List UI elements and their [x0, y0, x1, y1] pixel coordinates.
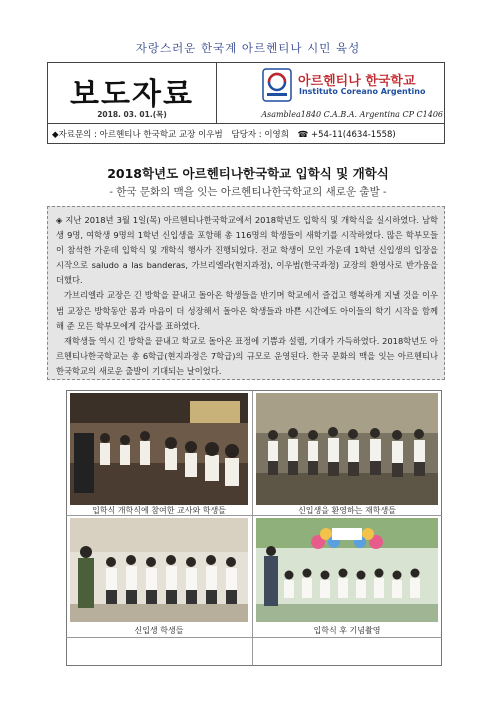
photo-caption: 입학식 후 기념촬영: [313, 626, 381, 635]
contact-person: 담당자 : 이영희: [231, 130, 289, 140]
school-logo-icon: [262, 68, 292, 102]
photo-group-commemorative: [256, 518, 438, 622]
article-subheadline: - 한국 문화의 맥을 잇는 아르헨티나한국학교의 새로운 출발 -: [109, 186, 387, 198]
photo-ceremony-hall: [70, 393, 248, 505]
photo-students-welcome: [256, 393, 438, 505]
school-address: Asamblea1840 C.A.B.A. Argentina CP C1406: [261, 110, 443, 119]
page-title: 보도자료: [70, 77, 194, 112]
slogan: 자랑스러운 한국계 아르헨티나 시민 육성: [135, 41, 361, 55]
photo-caption: 신입생 학생들: [134, 626, 184, 635]
school-name-spanish: Instituto Coreano Argentino: [299, 87, 426, 96]
article-paragraph: 가브리엘라 교장은 긴 방학을 끝내고 돌아온 학생들을 반기며 학교에서 즐겁고 행복하게 지낼 것을 이우범 교장은 방학동안 몸과 마음이 더 성장해서 돌아온 학생들과 바쁜 시간에도 아이들의 학기 시작을 함께 해 준 모든 학부모에게 감사를 표하였다.: [56, 290, 438, 331]
title-cell: [48, 63, 217, 123]
issue-date: 2018. 03. 01.(목): [97, 110, 167, 119]
article-paragraph: 재학생들 역시 긴 방학을 끝내고 학교로 돌아온 표정에 기쁨과 설렘, 기대가 가득하였다. 2018학년도 아르헨티나한국학교는 총 6학급(현지과정은 7학급)의 규모로 운영된다. 한국 문화의 맥을 잇는 아르헨티나한국학교의 새로운 출발이 기대되는 날이었다.: [56, 335, 438, 376]
contact-inquiry: ◆자료문의 : 아르헨티나 한국학교 교장 이우범: [52, 130, 223, 140]
contact-line: [52, 128, 402, 140]
photo-caption: 입학식 개학식에 참여한 교사와 학생들: [92, 506, 226, 515]
grid-divider: [66, 637, 442, 638]
photo-caption: 신입생을 환영하는 재학생들: [298, 506, 396, 515]
grid-divider: [252, 390, 253, 666]
article-paragraph: ◈ 지난 2018년 3월 1일(목) 아르헨티나한국학교에서 2018학년도 입학식 및 개학식을 실시하였다. 남학생 9명, 여학생 9명의 1학년 신입생을 포함해 총 116명의 학생들이 새학기를 시작하였다. 많은 학부모들이 참석한 가운데 입학식 및 개학식 행사가 진행되었다. 전교 학생이 모인 가운데 1학년 신입생의 입장을 시작으로 saludo a las banderas, 가브리엘라(현지과정), 이우범(한국과정) 교장의 환영사로 반가움을 더했다.: [56, 215, 438, 286]
school-name-korean: 아르헨티나 한국학교: [298, 74, 416, 89]
article-headline: 2018학년도 아르헨티나한국학교 입학식 및 개학식: [107, 166, 389, 181]
article-body: [56, 213, 438, 379]
contact-phone: ☎ +54-11(4634-1558): [297, 130, 396, 140]
photo-new-students: [70, 518, 248, 622]
